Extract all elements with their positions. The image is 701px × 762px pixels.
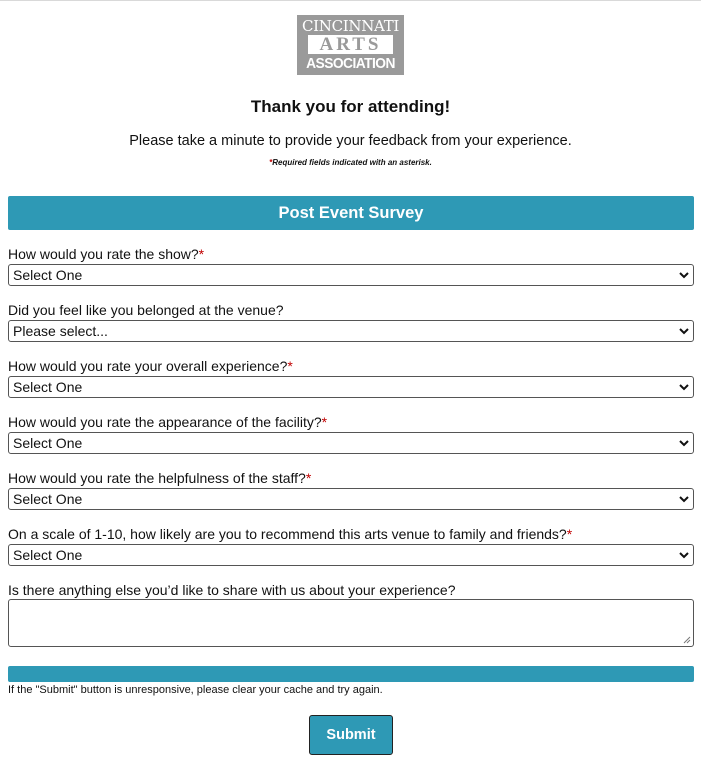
required-asterisk: * bbox=[305, 470, 312, 486]
question-label bbox=[8, 302, 284, 318]
question-label bbox=[8, 470, 311, 486]
question-label bbox=[8, 358, 293, 374]
question-label bbox=[8, 246, 204, 262]
chevron-down-icon bbox=[678, 436, 690, 450]
required-asterisk: * bbox=[287, 358, 293, 374]
top-divider bbox=[0, 0, 701, 1]
chevron-down-icon bbox=[678, 492, 690, 506]
logo-line-3: ASSOCIATION bbox=[306, 55, 395, 72]
chevron-down-icon bbox=[678, 380, 690, 394]
question-text: How would you rate the appearance of the facility? bbox=[8, 414, 322, 430]
rate-show-select[interactable] bbox=[8, 264, 694, 286]
question-text: How would you rate the helpfulness of the staff? bbox=[8, 470, 306, 486]
facility-appearance-select[interactable] bbox=[8, 432, 694, 454]
logo-line-1: CINCINNATI bbox=[301, 17, 400, 35]
staff-helpfulness-select[interactable] bbox=[8, 488, 694, 510]
required-note-text: Required fields indicated with an asterisk. bbox=[272, 158, 432, 167]
chevron-down-icon bbox=[678, 324, 690, 338]
comments-textarea[interactable] bbox=[8, 599, 694, 647]
question-label bbox=[8, 414, 327, 430]
select-value: Select One bbox=[13, 491, 83, 507]
page-title: Thank you for attending! bbox=[250, 97, 451, 116]
chevron-down-icon bbox=[678, 548, 690, 562]
submit-button[interactable]: Submit bbox=[309, 715, 393, 755]
belonged-select[interactable] bbox=[8, 320, 694, 342]
resize-grip-icon[interactable] bbox=[683, 636, 691, 644]
survey-title-banner: Post Event Survey bbox=[8, 196, 694, 230]
logo-line-2: ARTS bbox=[308, 35, 393, 54]
required-asterisk: * bbox=[321, 414, 328, 430]
select-value: Select One bbox=[13, 547, 83, 563]
required-asterisk: * bbox=[566, 526, 573, 542]
question-text: How would you rate your overall experience? bbox=[8, 358, 288, 374]
comments-label: Is there anything else you’d like to share with us about your experience? bbox=[8, 582, 456, 598]
question-text: How would you rate the show? bbox=[8, 246, 199, 262]
required-asterisk: * bbox=[198, 246, 205, 262]
footer-divider-bar bbox=[8, 666, 694, 682]
cincinnati-arts-association-logo bbox=[297, 15, 404, 75]
required-asterisk: * bbox=[269, 158, 273, 167]
question-text: Did you feel like you belonged at the venue? bbox=[8, 302, 284, 318]
select-value: Select One bbox=[13, 435, 83, 451]
question-text: On a scale of 1-10, how likely are you to recommend this arts venue to family and friends? bbox=[8, 526, 567, 542]
required-note bbox=[0, 158, 701, 167]
intro-text: Please take a minute to provide your feedback from your experience. bbox=[129, 133, 572, 149]
select-value: Select One bbox=[13, 379, 83, 395]
submit-help-note: If the "Submit" button is unresponsive, please clear your cache and try again. bbox=[8, 684, 383, 696]
select-value: Select One bbox=[13, 267, 83, 283]
overall-experience-select[interactable] bbox=[8, 376, 694, 398]
select-value: Please select... bbox=[13, 323, 108, 339]
recommend-score-select[interactable] bbox=[8, 544, 694, 566]
question-label bbox=[8, 526, 572, 542]
chevron-down-icon bbox=[678, 268, 690, 282]
